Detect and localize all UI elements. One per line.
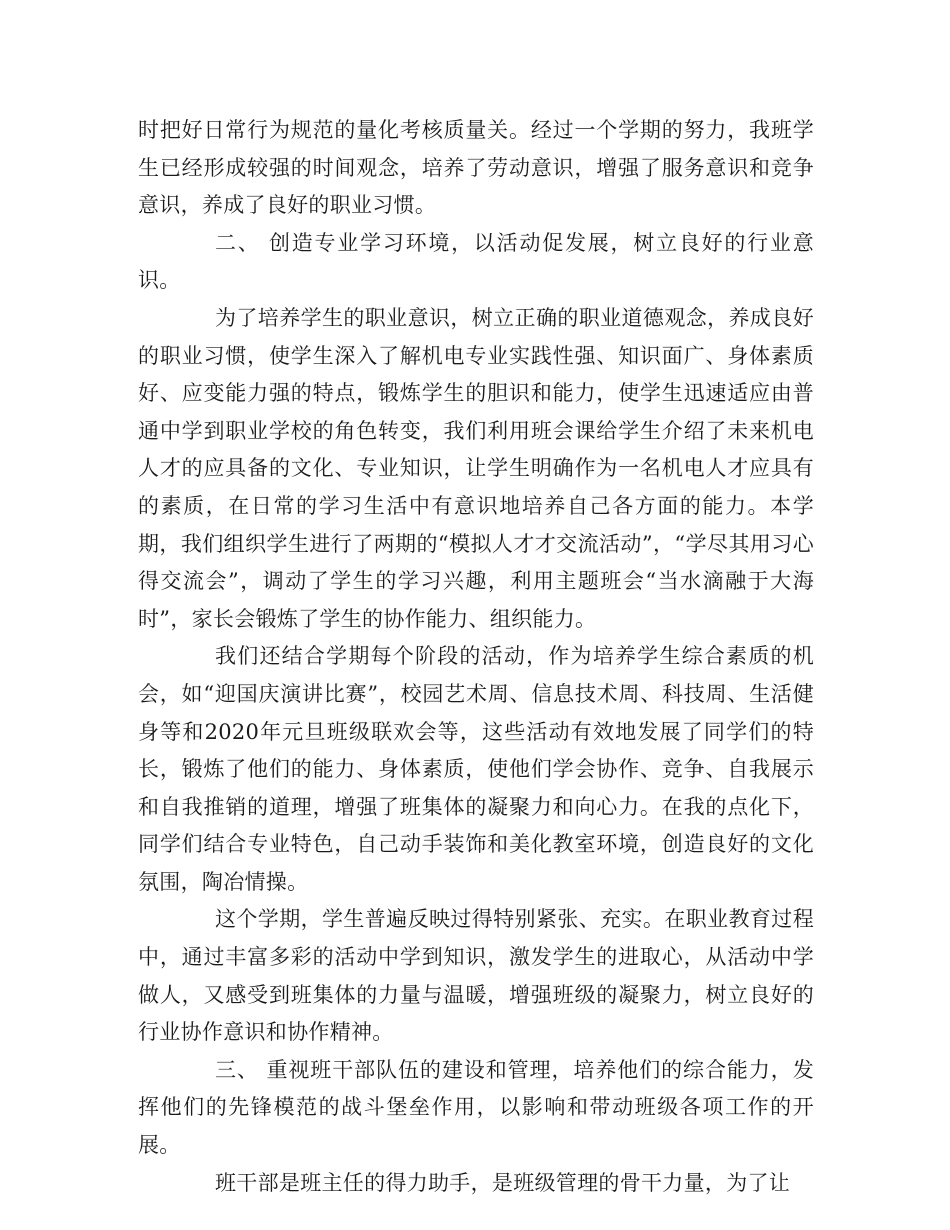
paragraph: 班干部是班主任的得力助手，是班级管理的骨干力量，为了让: [215, 1170, 791, 1195]
paragraph-continuation: 时把好日常行为规范的量化考核质量关。经过一个学期的努力，我班学生已经形成较强的时间观念，培养了劳动意识，增强了服务意识和竞争意识，养成了良好的职业习惯。: [138, 118, 814, 218]
section-heading-three: 三、 重视班干部队伍的建设和管理，培养他们的综合能力，发挥他们的先锋模范的战斗堡垒作用，以影响和带动班级各项工作的开展。: [138, 1057, 814, 1158]
paragraph: 我们还结合学期每个阶段的活动，作为培养学生综合素质的机会，如“迎国庆演讲比赛”，校园艺术周、信息技术周、科技周、生活健身等和2020年元旦班级联欢会等，这些活动有效地发展了同学们的特长，锻炼了他们的能力、身体素质，使他们学会协作、竞争、自我展示和自我推销的道理，增强了班集体的凝聚力和向心力。在我的点化下，同学们结合专业特色，自己动手装饰和美化教室环境，创造良好的文化氛围，陶冶情操。: [138, 644, 814, 894]
section-heading-two: 二、 创造专业学习环境，以活动促发展，树立良好的行业意识。: [138, 230, 814, 293]
document-body: [138, 112, 814, 1202]
paragraph: 这个学期，学生普遍反映过得特别紧张、充实。在职业教育过程中，通过丰富多彩的活动中学到知识，激发学生的进取心，从活动中学做人，又感受到班集体的力量与温暖，增强班级的凝聚力，树立良好的行业协作意识和协作精神。: [138, 907, 814, 1045]
paragraph: 为了培养学生的职业意识，树立正确的职业道德观念，养成良好的职业习惯，使学生深入了解机电专业实践性强、知识面广、身体素质好、应变能力强的特点，锻炼学生的胆识和能力，使学生迅速适应由普通中学到职业学校的角色转变，我们利用班会课给学生介绍了未来机电人才的应具备的文化、专业知识，让学生明确作为一名机电人才应具有的素质，在日常的学习生活中有意识地培养自己各方面的能力。本学期，我们组织学生进行了两期的“模拟人才才交流活动”，“学尽其用习心得交流会”，调动了学生的学习兴趣，利用主题班会“当水滴融于大海时”，家长会锻炼了学生的协作能力、组织能力。: [138, 305, 814, 631]
